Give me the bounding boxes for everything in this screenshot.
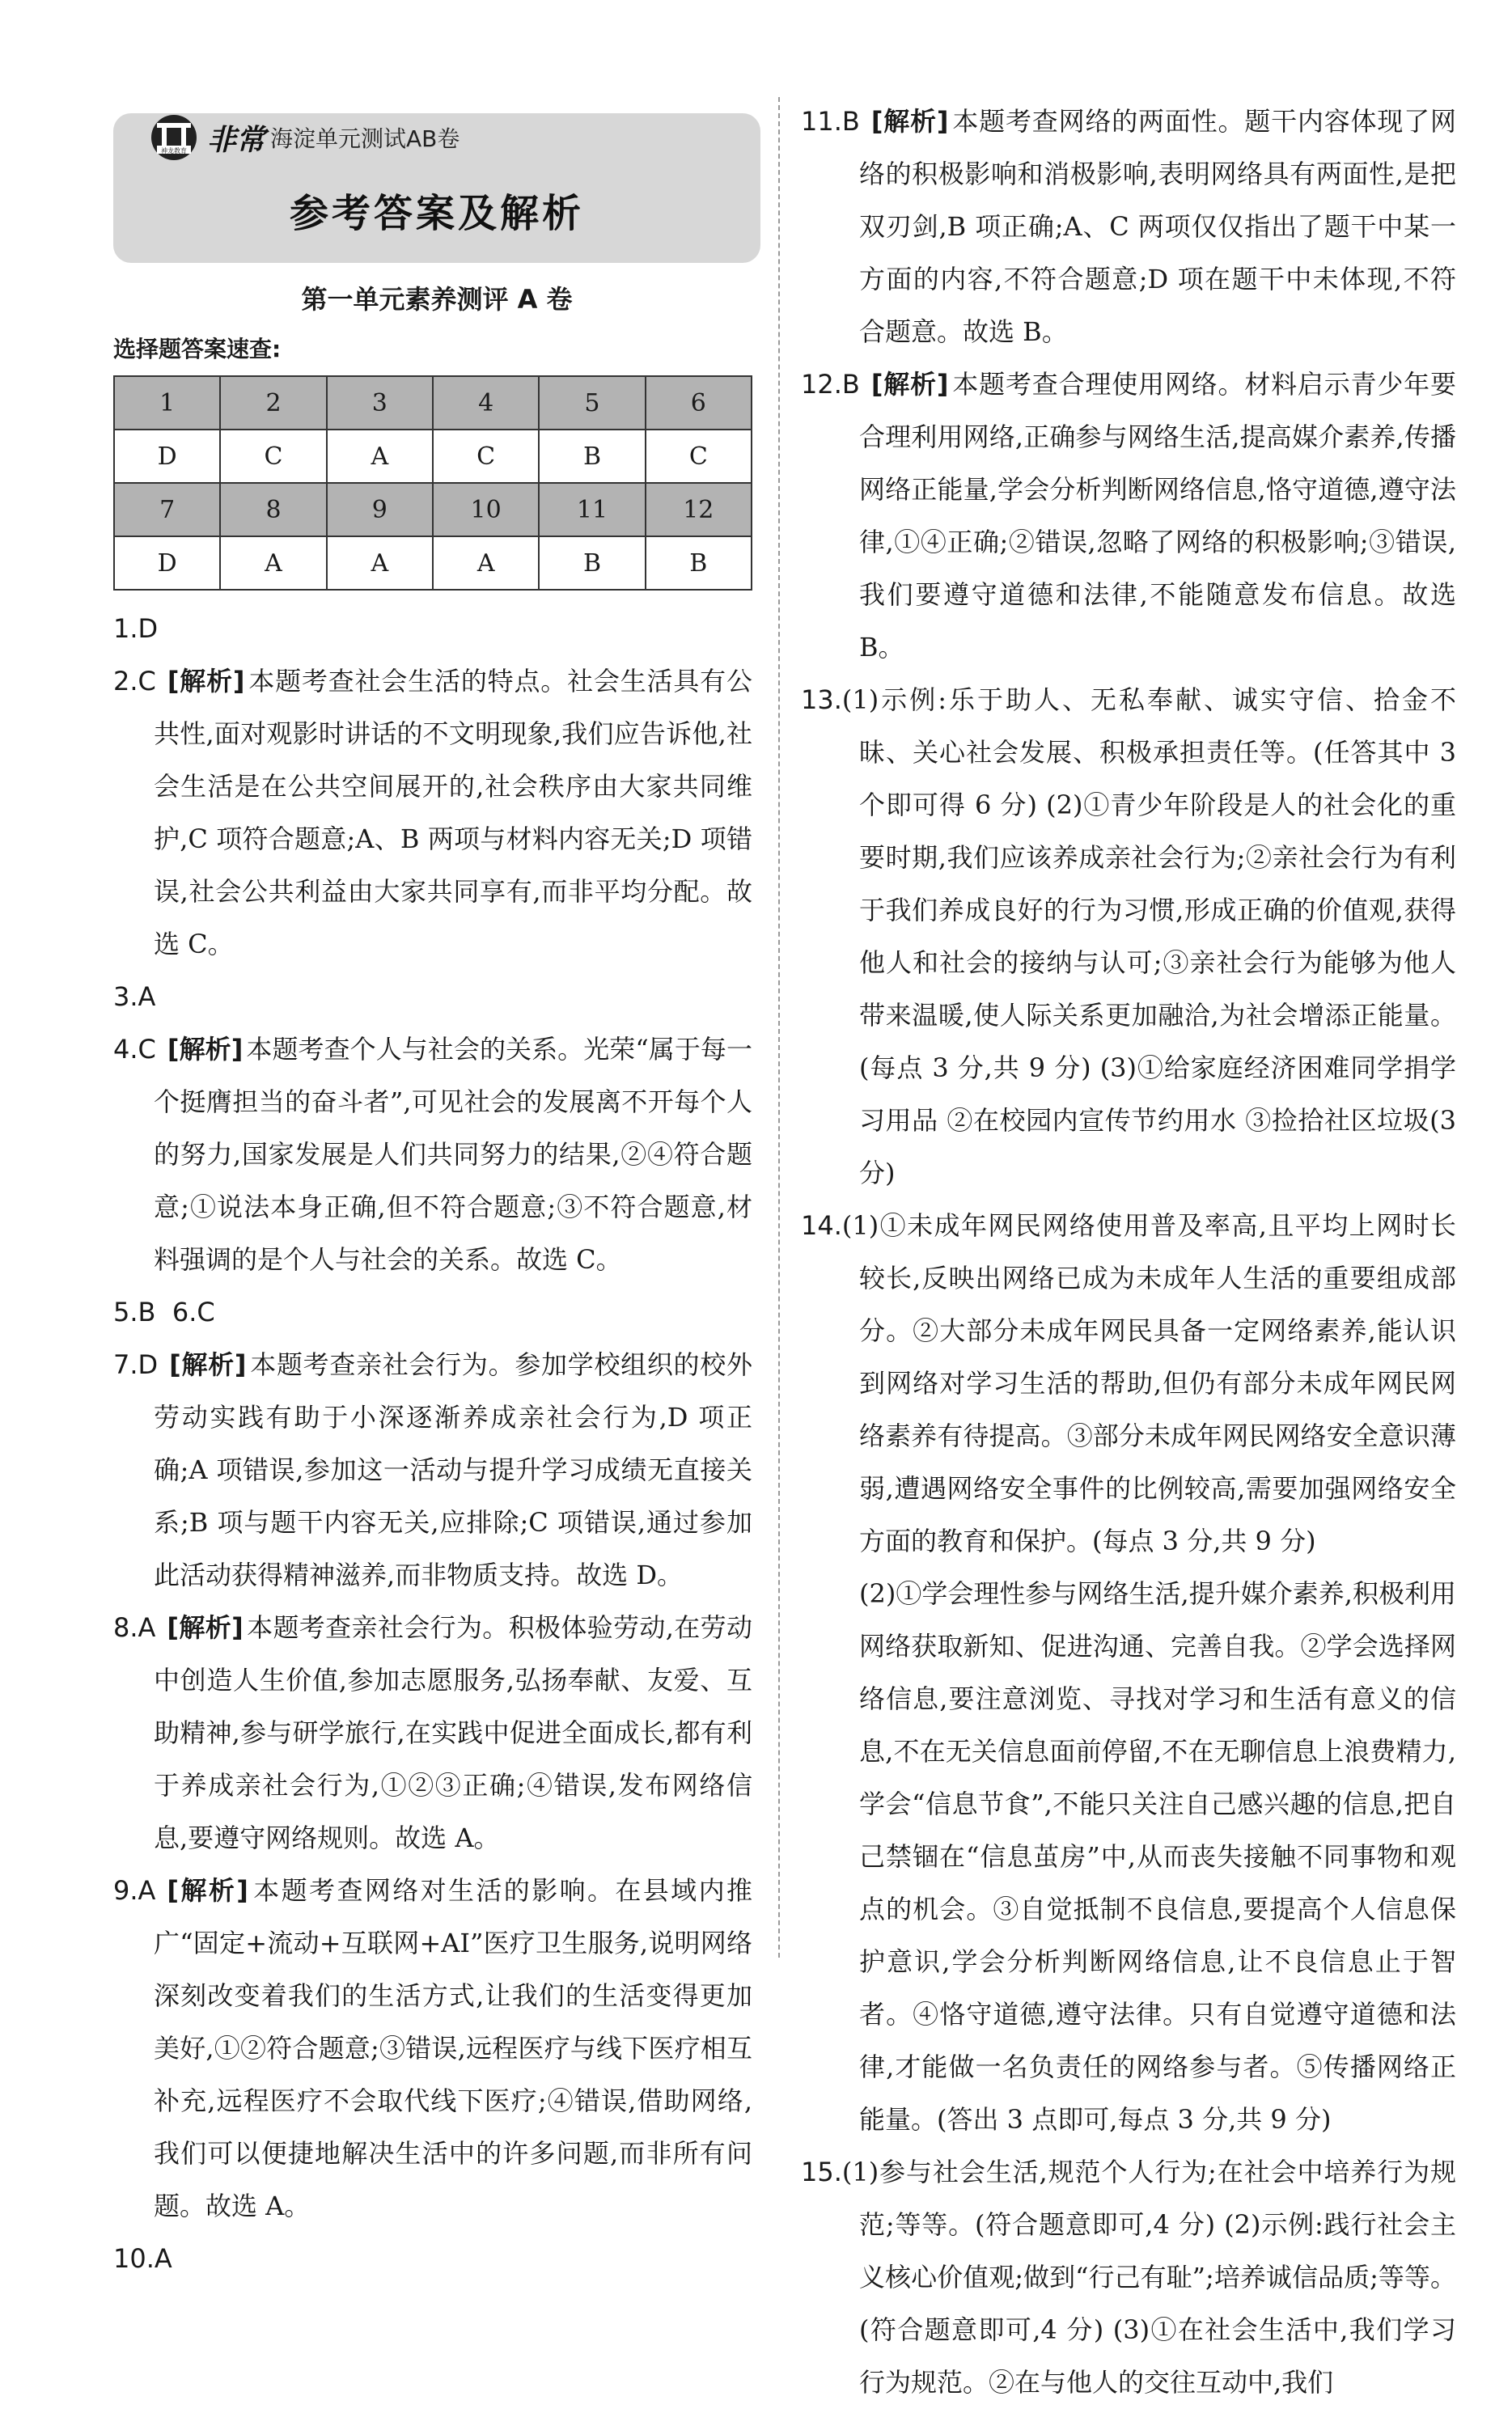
list-item: 11.B [解析] 本题考查网络的两面性。题干内容体现了网络的积极影响和消极影响,表明网络具有两面性,是把双刃剑,B 项正确;A、C 两项仅仅指出了题干中某一方面的内容,不符合题意;D 项在题干中未体现,不符合题意。故选 B。 — [801, 106, 1456, 347]
section-title: 第一单元素养测评 A 卷 — [301, 284, 573, 315]
table-cell: 10 — [433, 483, 539, 536]
list-item: 14.(1)①未成年网民网络使用普及率高,且平均上网时长较长,反映出网络已成为未成年人生活的重要组成部分。②大部分未成年网民具备一定网络素养,能认识到网络对学习生活的帮助,但仍有部分未成年网民网络素养有待提高。③部分未成年网民网络安全意识薄弱,遭遇网络安全事件的比例较高,需要加强网络安全方面的教育和保护。(每点 3 分,共 9 分) — [801, 1210, 1456, 1556]
table-cell: B — [646, 536, 752, 590]
list-item: 15.(1)参与社会生活,规范个人行为;在社会中培养行为规范;等等。(符合题意即可,4 分) (2)示例:践行社会主义核心价值观;做到“行己有耻”;培养诚信品质;等等。(符合题意即可,4 分) (3)①在社会生活中,我们学习行为规范。②在与他人的交往互动中,我们 — [801, 2157, 1456, 2398]
table-cell: D — [114, 430, 220, 483]
table-cell: C — [433, 430, 539, 483]
brand-name: 非常 — [207, 123, 266, 157]
table-cell: B — [539, 536, 645, 590]
list-item: 8.A [解析] 本题考查亲社会行为。积极体验劳动,在劳动中创造人生价值,参加志愿服务,弘扬奉献、友爱、互助精神,参与研学旅行,在实践中促进全面成长,都有利于养成亲社会行为,①②③正确;④错误,发布网络信息,要遵守网络规则。故选 A。 — [113, 1612, 752, 1853]
table-cell: 11 — [539, 483, 645, 536]
left-answer-list — [113, 603, 752, 2285]
list-item: 3.A — [113, 981, 156, 1012]
table-cell: A — [327, 430, 433, 483]
table-cell: A — [327, 536, 433, 590]
quick-answer-label: 选择题答案速查: — [113, 336, 282, 362]
right-answer-list — [801, 95, 1456, 2409]
list-item: 5.B 6.C — [113, 1297, 215, 1327]
column-divider — [778, 97, 780, 1958]
list-item: 10.A — [113, 2243, 172, 2274]
brand-logo-icon — [146, 113, 202, 162]
list-item: (2)①学会理性参与网络生活,提升媒介素养,积极利用网络获取新知、促进沟通、完善自我。②学会选择网络信息,要注意浏览、寻找对学习和生活有意义的信息,不在无关信息面前停留,不在无聊信息上浪费精力,学会“信息节食”,不能只关注自己感兴趣的信息,把自己禁锢在“信息茧房”中,从而丧失接触不同事物和观点的机会。③自觉抵制不良信息,要提高个人信息保护意识,学会分析判断网络信息,让不良信息止于智者。④恪守道德,遵守法律。只有自觉遵守道德和法律,才能做一名负责任的网络参与者。⑤传播网络正能量。(答出 3 点即可,每点 3 分,共 9 分) — [859, 1578, 1456, 2135]
list-item: 13.(1)示例:乐于助人、无私奉献、诚实守信、拾金不昧、关心社会发展、积极承担责任等。(任答其中 3 个即可得 6 分) (2)①青少年阶段是人的社会化的重要时期,我们应该养成亲社会行为;②亲社会行为有利于我们养成良好的行为习惯,形成正确的价值观,获得他人和社会的接纳与认可;③亲社会行为能够为他人带来温暖,使人际关系更加融洽,为社会增添正能量。(每点 3 分,共 9 分) (3)①给家庭经济困难同学捐学习用品 ②在校园内宣传节约用水 ③捡拾社区垃圾(3 分) — [801, 684, 1456, 1188]
table-cell: B — [539, 430, 645, 483]
table-row — [114, 483, 752, 536]
table-cell: 6 — [646, 376, 752, 430]
answer-table — [113, 375, 752, 591]
brand — [146, 109, 460, 166]
table-cell: 5 — [539, 376, 645, 430]
table-cell: 12 — [646, 483, 752, 536]
table-cell: 7 — [114, 483, 220, 536]
table-cell: 9 — [327, 483, 433, 536]
list-item: 2.C [解析] 本题考查社会生活的特点。社会生活具有公共性,面对观影时讲话的不文明现象,我们应告诉他,社会生活是在公共空间展开的,社会秩序由大家共同维护,C 项符合题意;A、B 两项与材料内容无关;D 项错误,社会公共利益由大家共同享有,而非平均分配。故选 C。 — [113, 666, 752, 959]
table-cell: D — [114, 536, 220, 590]
list-item: 7.D [解析] 本题考查亲社会行为。参加学校组织的校外劳动实践有助于小深逐渐养成亲社会行为,D 项正确;A 项错误,参加这一活动与提升学习成绩无直接关系;B 项与题干内容无关,应排除;C 项错误,通过参加此活动获得精神滋养,而非物质支持。故选 D。 — [113, 1349, 752, 1590]
table-cell: 8 — [220, 483, 326, 536]
table-cell: A — [220, 536, 326, 590]
table-cell: 2 — [220, 376, 326, 430]
page-title: 参考答案及解析 — [289, 191, 584, 236]
table-cell: 4 — [433, 376, 539, 430]
list-item: 1.D — [113, 613, 159, 644]
table-cell: A — [433, 536, 539, 590]
list-item: 4.C [解析] 本题考查个人与社会的关系。光荣“属于每一个挺膺担当的奋斗者”,可见社会的发展离不开每个人的努力,国家发展是人们共同努力的结果,②④符合题意;①说法本身正确,但不符合题意;③不符合题意,材料强调的是个人与社会的关系。故选 C。 — [113, 1034, 752, 1275]
table-cell: C — [646, 430, 752, 483]
table-cell: 3 — [327, 376, 433, 430]
list-item: 12.B [解析] 本题考查合理使用网络。材料启示青少年要合理利用网络,正确参与网络生活,提高媒介素养,传播网络正能量,学会分析判断网络信息,恪守道德,遵守法律,①④正确;②错误,忽略了网络的积极影响;③错误,我们要遵守道德和法律,不能随意发布信息。故选 B。 — [801, 369, 1456, 663]
svg-text:神龙教育: 神龙教育 — [161, 147, 187, 155]
table-row — [114, 430, 752, 483]
list-item: 9.A [解析] 本题考查网络对生活的影响。在县域内推广“固定+流动+互联网+AI”医疗卫生服务,说明网络深刻改变着我们的生活方式,让我们的生活变得更加美好,①②符合题意;③错误,远程医疗与线下医疗相互补充,远程医疗不会取代线下医疗;④错误,借助网络,我们可以便捷地解决生活中的许多问题,而非所有问题。故选 A。 — [113, 1875, 752, 2221]
brand-series: 海淀单元测试AB卷 — [270, 125, 460, 152]
table-row — [114, 376, 752, 430]
table-row — [114, 536, 752, 590]
table-cell: C — [220, 430, 326, 483]
table-cell: 1 — [114, 376, 220, 430]
